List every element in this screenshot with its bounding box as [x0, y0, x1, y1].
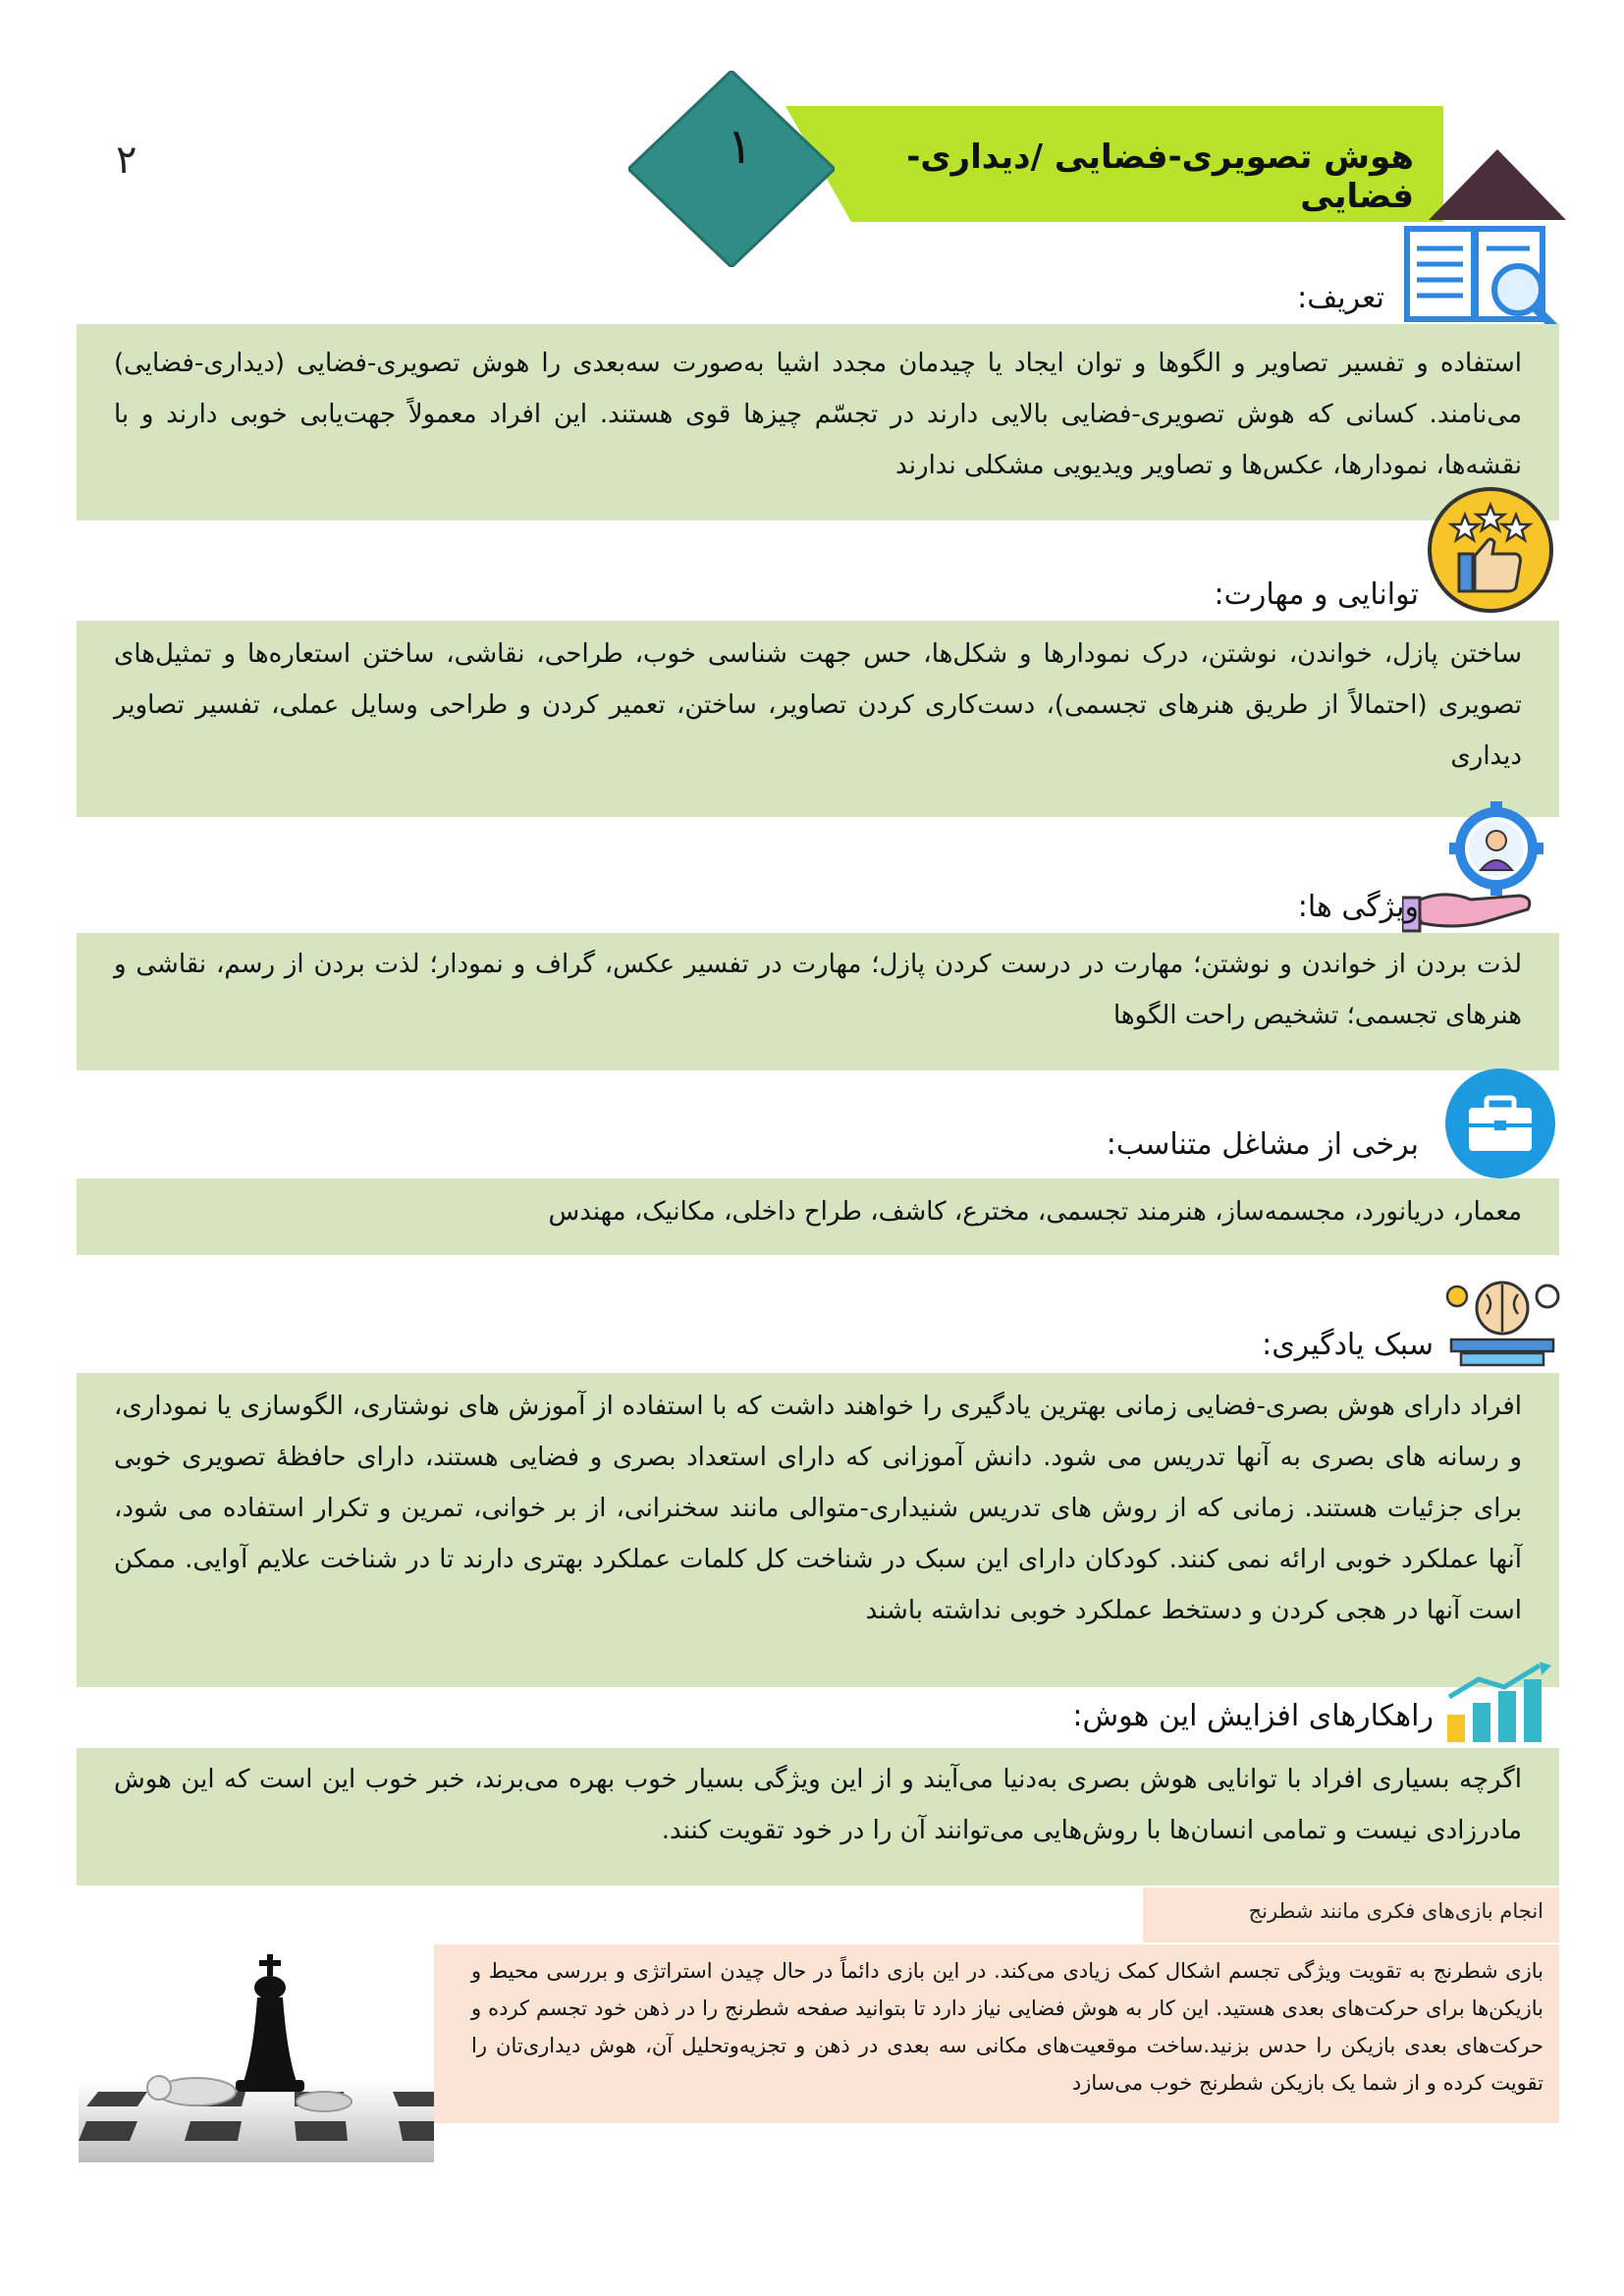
definition-text: استفاده و تفسیر تصاویر و الگوها و توان ایجاد یا چیدمان مجدد اشیا به‌صورت سه‌بعدی را هوش تصویری-فضایی (دیداری-فضایی) می‌نامند. کسانی که هوش تصویری-فضایی بالایی دارند در تجسّم چیزها قوی هستند. این افراد معمولاً جهت‌یابی خوبی دارند و با نقشه‌ها، نمودارها، عکس‌ها و تصاویر ویدیویی مشکلی ندارند: [114, 349, 1522, 480]
careers-heading: برخی از مشاغل متناسب:: [1106, 1127, 1419, 1162]
corner-triangle: [1429, 149, 1566, 220]
learning-box: [77, 1373, 1559, 1687]
briefcase-icon: [1443, 1066, 1557, 1180]
strategies-heading: راهکارهای افزایش این هوش:: [1072, 1699, 1434, 1733]
careers-box: [77, 1178, 1559, 1255]
careers-text: معمار، دریانورد، مجسمه‌ساز، هنرمند تجسمی، مخترع، کاشف، طراح داخلی، مکانیک، مهندس: [548, 1197, 1522, 1227]
definition-box: [77, 324, 1559, 520]
features-text: لذت بردن از خواندن و نوشتن؛ مهارت در درست کردن پازل؛ مهارت در تفسیر عکس، گراف و نمودار؛ لذت بردن از رسم، نقاشی و هنرهای تجسمی؛ تشخیص راحت الگوها: [114, 950, 1522, 1030]
abilities-heading: توانایی و مهارت:: [1214, 577, 1419, 612]
definition-heading: تعریف:: [1297, 281, 1384, 315]
banner-number: ۱: [727, 118, 753, 175]
chess-pieces-image: [79, 1944, 434, 2162]
hand-gear-person-icon: [1402, 801, 1571, 937]
banner-title: هوش تصویری-فضایی /دیداری-فضایی: [906, 137, 1414, 216]
learning-text: افراد دارای هوش بصری-فضایی زمانی بهترین یادگیری را خواهند داشت که با استفاده از آموزش های نوشتاری، الگوسازی یا نموداری، و رسانه های بصری به آنها تدریس می شود. دانش آموزانی که دارای استعداد بصری و فضایی هستند، دارای حافظهٔ تصویری خوبی برای جزئیات هستند. زمانی که از روش های تدریس شنیداری-متوالی مانند سخنرانی، از بر خوانی، تمرین و تکرار استفاده می شود، آنها عملکرد خوبی ارائه نمی کنند. کودکان دارای این سبک در شناخت کل کلمات عملکرد بهتری دارند تا در شناخت علایم آوایی. ممکن است آنها در هجی کردن و دستخط عملکرد خوبی نداشته باشند: [114, 1392, 1522, 1625]
page-number: ۲: [116, 137, 137, 183]
chess-title-box: [1143, 1887, 1559, 1942]
abilities-text: ساختن پازل، خواندن، نوشتن، درک نمودارها و شکل‌ها، حس جهت شناسی خوب، طراحی، نقاشی، ساختن استعاره‌ها و تمثیل‌های تصویری (احتمالاً از طریق هنرهای تجسمی)، دست‌کاری کردن تصاویر، ساختن، تعمیر کردن و طراحی وسایل عملی، تفسیر تصاویر دیداری: [114, 639, 1522, 771]
learning-heading: سبک یادگیری:: [1262, 1328, 1434, 1362]
strategies-box: [77, 1748, 1559, 1886]
growth-chart-icon: [1445, 1662, 1553, 1742]
abilities-box: [77, 621, 1559, 817]
chess-text-box: [434, 1944, 1559, 2123]
brain-book-icon: [1441, 1275, 1563, 1373]
features-heading: ویژگی ها:: [1297, 890, 1419, 924]
chess-text: بازی شطرنج به تقویت ویژگی تجسم اشکال کمک زیادی می‌کند. در این بازی دائماً در حال چیدن استراتژی و بررسی محیط و بازیکن‌ها برای حرکت‌های بعدی هستید. این کار به هوش فضایی نیاز دارد تا بتوانید صفحه شطرنج را در ذهن خود تجسم کرده و حرکت‌های بعدی بازیکن را حدس بزنید.ساخت موقعیت‌های مکانی سه بعدی در ذهن و تجزیه‌وتحلیل آن، هوش دیداری‌تان را تقویت کرده و از شما یک بازیکن شطرنج خوب می‌سازد: [471, 1959, 1543, 2095]
strategies-text: اگرچه بسیاری افراد با توانایی هوش بصری به‌دنیا می‌آیند و از این ویژگی بسیار خوب بهره می‌برند، خبر خوب این است که این هوش مادرزادی نیست و تمامی انسان‌ها با روش‌هایی می‌توانند آن را در خود تقویت کنند.: [114, 1765, 1522, 1845]
thumbs-up-stars-icon: [1426, 485, 1555, 615]
features-box: [77, 933, 1559, 1070]
chess-title: انجام بازی‌های فکری مانند شطرنج: [1248, 1899, 1543, 1923]
book-search-icon: [1402, 221, 1559, 331]
